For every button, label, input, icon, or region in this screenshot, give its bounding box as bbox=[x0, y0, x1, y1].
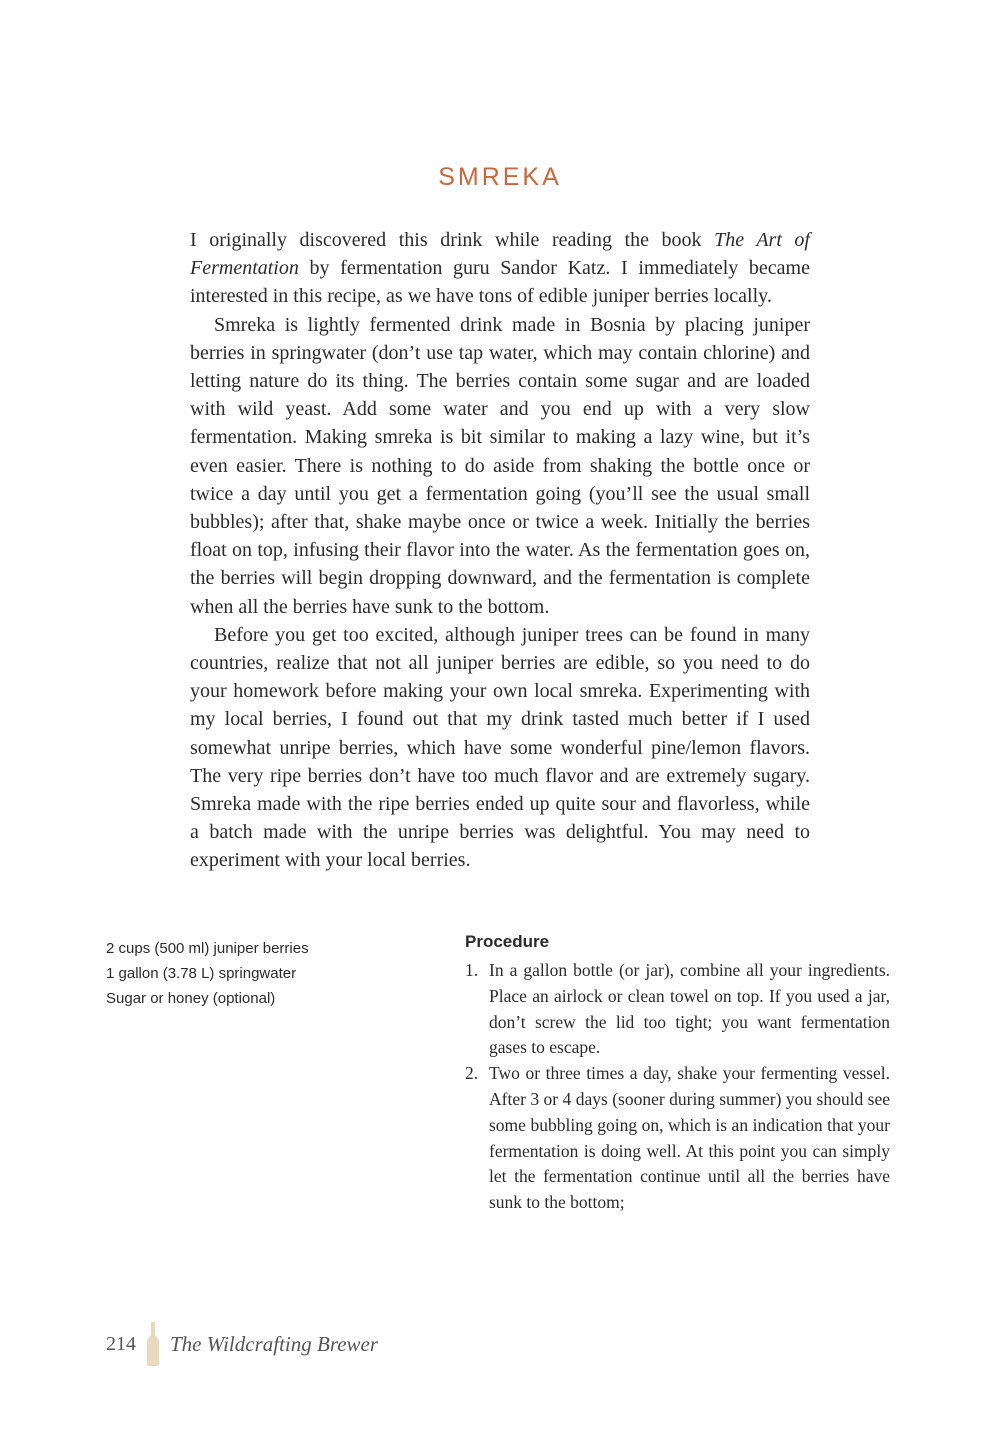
step-text: In a gallon bottle (or jar), combine all your ingredients. Place an airlock or clean towel on top. If you used a jar, don’t screw the lid too tight; you want fermentation gases to escape. bbox=[489, 960, 890, 1058]
paragraph-2: Smreka is lightly fermented drink made in Bosnia by placing juniper berries in springwater (don’t use tap water, which may contain chlorine) and letting nature do its thing. The berries contain some sugar and are loaded with wild yeast. Add some water and you end up with a very slow fermentation. Making smreka is bit similar to making a lazy wine, but it’s even easier. There is nothing to do aside from shaking the bottle once or twice a day until you get a fermentation going (you’ll see the usual small bubbles); after that, shake maybe once or twice a week. Initially the berries float on top, infusing their flavor into the water. As the fermentation goes on, the berries will begin dropping downward, and the fermentation is complete when all the berries have sunk to the bottom. bbox=[190, 313, 810, 618]
page-number: 214 bbox=[106, 1332, 136, 1355]
ingredient-item: 1 gallon (3.78 L) springwater bbox=[106, 965, 297, 982]
paragraph-3: Before you get too excited, although juniper trees can be found in many countries, realize that not all juniper berries are edible, so you need to do your homework before making your own local smreka. Experimenting with my local berries, I found out that my drink tasted much better if I used somewhat unripe berries, which have some wonderful pine/lemon flavors. The very ripe berries don’t have too much flavor and are extremely sugary. Smreka made with the ripe berries ended up quite sour and flavorless, while a batch made with the unripe berries was delightful. You may need to experiment with your local berries. bbox=[190, 623, 810, 872]
page-title: SMREKA bbox=[438, 162, 562, 191]
procedure-heading: Procedure bbox=[465, 932, 550, 951]
ingredient-item: 2 cups (500 ml) juniper berries bbox=[106, 940, 309, 957]
step-text: Two or three times a day, shake your fermenting vessel. After 3 or 4 days (sooner during summer) you should see some bubbling going on, which is an indication that your fermentation is doing well. At this point you can simply let the fermentation continue until all the berries have sunk to the bottom; bbox=[489, 1063, 890, 1213]
step-number: 2. bbox=[465, 1063, 479, 1084]
procedure-step bbox=[465, 1061, 890, 1216]
ingredient-item: Sugar or honey (optional) bbox=[106, 990, 276, 1007]
procedure-step bbox=[465, 958, 890, 1061]
body-text bbox=[190, 226, 810, 875]
paragraph-1 bbox=[190, 226, 810, 311]
procedure-section bbox=[465, 932, 890, 1216]
procedure-steps bbox=[465, 958, 890, 1216]
book-reference: The Art of Fermentation bbox=[190, 229, 810, 280]
paragraph-1-intro: I originally discovered this drink while reading the book bbox=[190, 229, 715, 251]
bottle-icon bbox=[146, 1322, 160, 1366]
step-number: 1. bbox=[465, 960, 479, 980]
ingredients-list bbox=[106, 936, 406, 1011]
page-footer bbox=[106, 1322, 378, 1366]
paragraph-1-rest: by fermentation guru Sandor Katz. I immediately became interested in this recipe, as we have tons of edible juniper berries locally. bbox=[190, 257, 810, 308]
running-book-title: The Wildcrafting Brewer bbox=[170, 1331, 379, 1356]
